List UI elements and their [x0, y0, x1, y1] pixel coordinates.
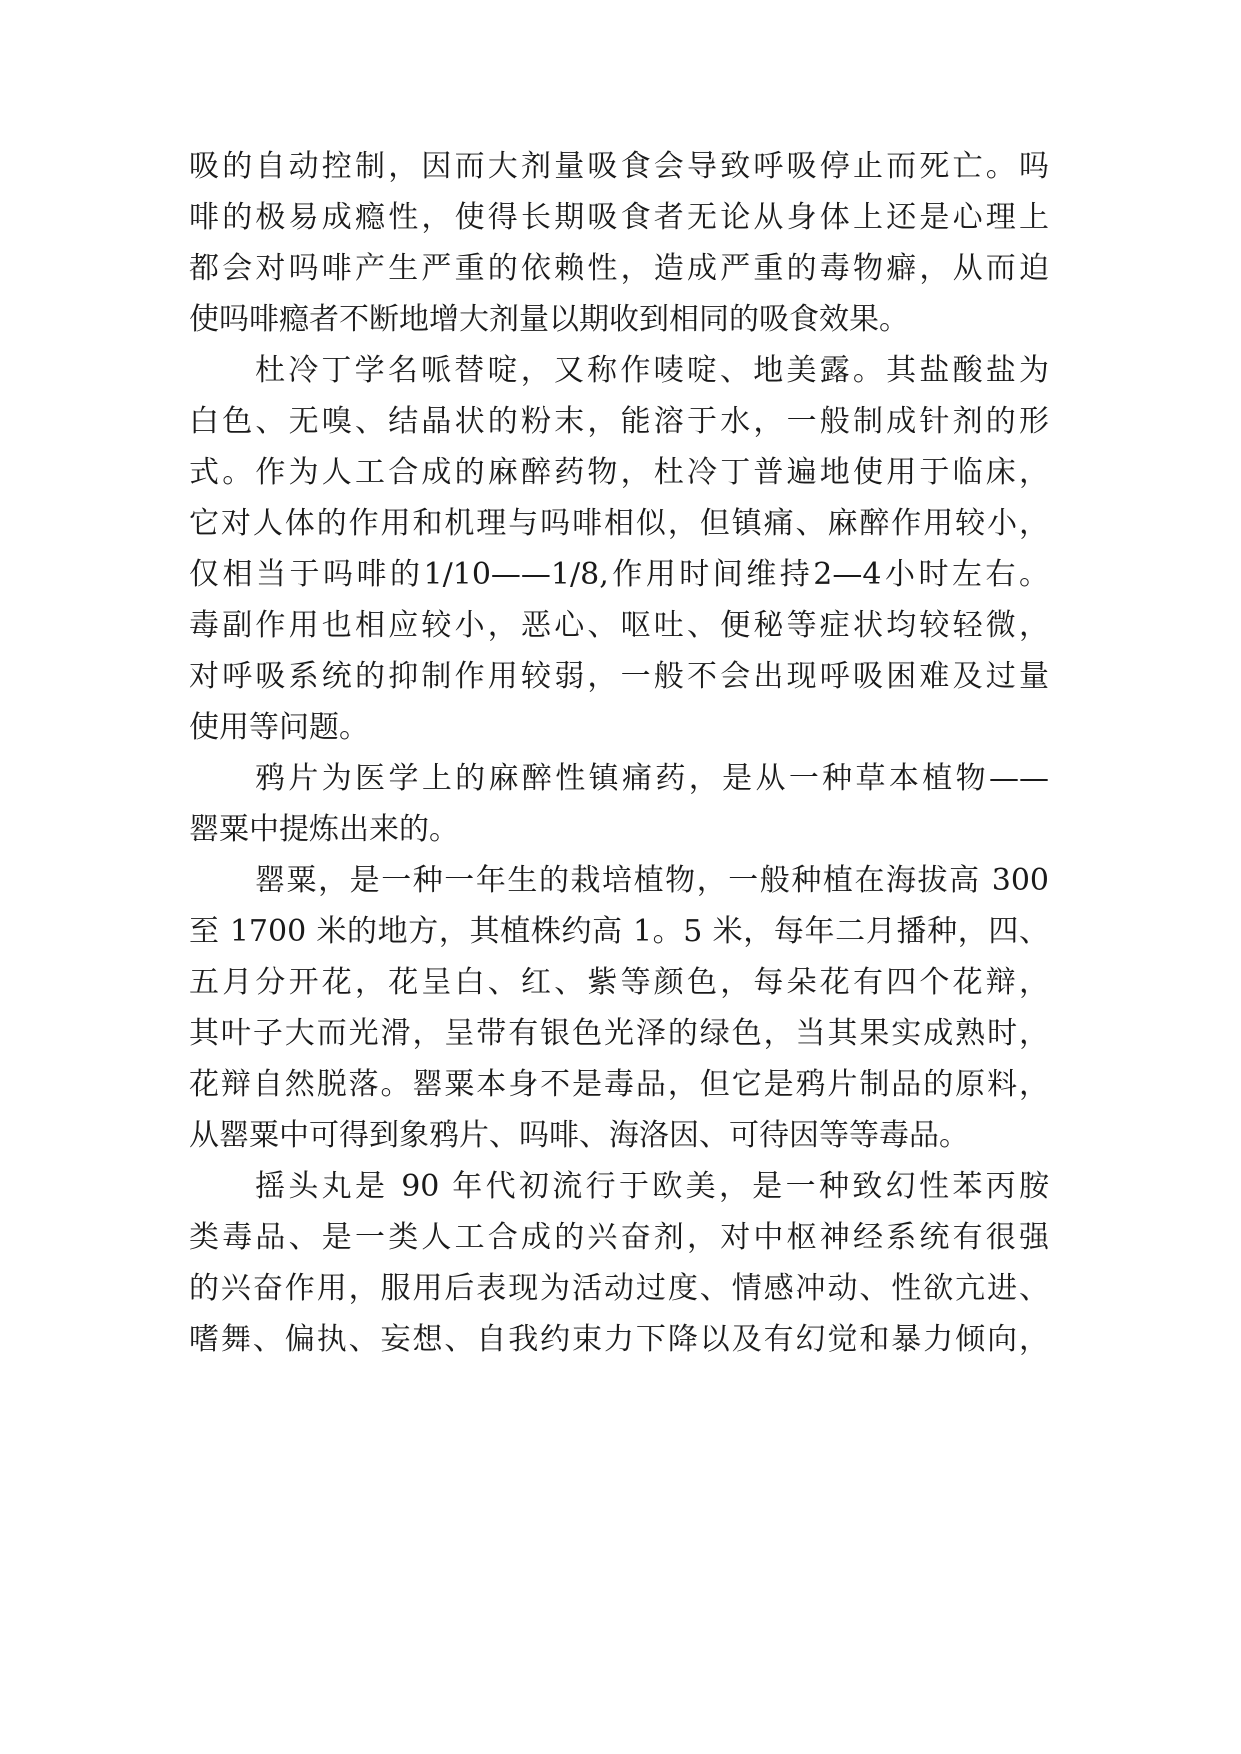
text-line: 其叶子大而光滑，呈带有银色光泽的绿色，当其果实成熟时， [189, 1016, 1049, 1051]
text-line: 白色、无嗅、结晶状的粉末，能溶于水，一般制成针剂的形 [189, 404, 1049, 439]
text-line: 毒副作用也相应较小，恶心、呕吐、便秘等症状均较轻微， [189, 608, 1049, 643]
paragraph-first-line: 摇头丸是 90 年代初流行于欧美，是一种致幻性苯丙胺 [255, 1169, 1049, 1204]
text-line: 吸的自动控制，因而大剂量吸食会导致呼吸停止而死亡。吗 [189, 149, 1049, 184]
paragraph-first-line: 罂粟，是一种一年生的栽培植物，一般种植在海拔高 300 [255, 863, 1049, 898]
text-line: 式。作为人工合成的麻醉药物，杜冷丁普遍地使用于临床， [189, 455, 1049, 490]
text-line: 从罂粟中可得到象鸦片、吗啡、海洛因、可待因等等毒品。 [189, 1118, 969, 1153]
text-line: 嗜舞、偏执、妄想、自我约束力下降以及有幻觉和暴力倾向， [189, 1322, 1049, 1357]
text-line: 罂粟中提炼出来的。 [189, 812, 459, 847]
text-line: 都会对吗啡产生严重的依赖性，造成严重的毒物癖，从而迫 [189, 251, 1049, 286]
text-line: 使吗啡瘾者不断地增大剂量以期收到相同的吸食效果。 [189, 302, 909, 337]
text-line: 五月分开花，花呈白、红、紫等颜色，每朵花有四个花辩， [189, 965, 1049, 1000]
paragraph-first-line: 杜冷丁学名哌替啶，又称作唛啶、地美露。其盐酸盐为 [255, 353, 1049, 388]
text-line: 对呼吸系统的抑制作用较弱，一般不会出现呼吸困难及过量 [189, 659, 1049, 694]
text-line: 仅相当于吗啡的1/10——1/8,作用时间维持2—4小时左右。 [189, 557, 1049, 592]
text-line: 的兴奋作用，服用后表现为活动过度、情感冲动、性欲亢进、 [189, 1271, 1049, 1306]
text-line: 花辩自然脱落。罂粟本身不是毒品，但它是鸦片制品的原料， [189, 1067, 1049, 1102]
text-line: 使用等问题。 [189, 710, 369, 745]
paragraph-first-line: 鸦片为医学上的麻醉性镇痛药，是从一种草本植物—— [255, 761, 1049, 796]
text-line: 类毒品、是一类人工合成的兴奋剂，对中枢神经系统有很强 [189, 1220, 1049, 1255]
text-line: 它对人体的作用和机理与吗啡相似，但镇痛、麻醉作用较小， [189, 506, 1049, 541]
text-line: 啡的极易成瘾性，使得长期吸食者无论从身体上还是心理上 [189, 200, 1049, 235]
text-line: 至 1700 米的地方，其植株约高 1。5 米，每年二月播种，四、 [189, 914, 1049, 949]
